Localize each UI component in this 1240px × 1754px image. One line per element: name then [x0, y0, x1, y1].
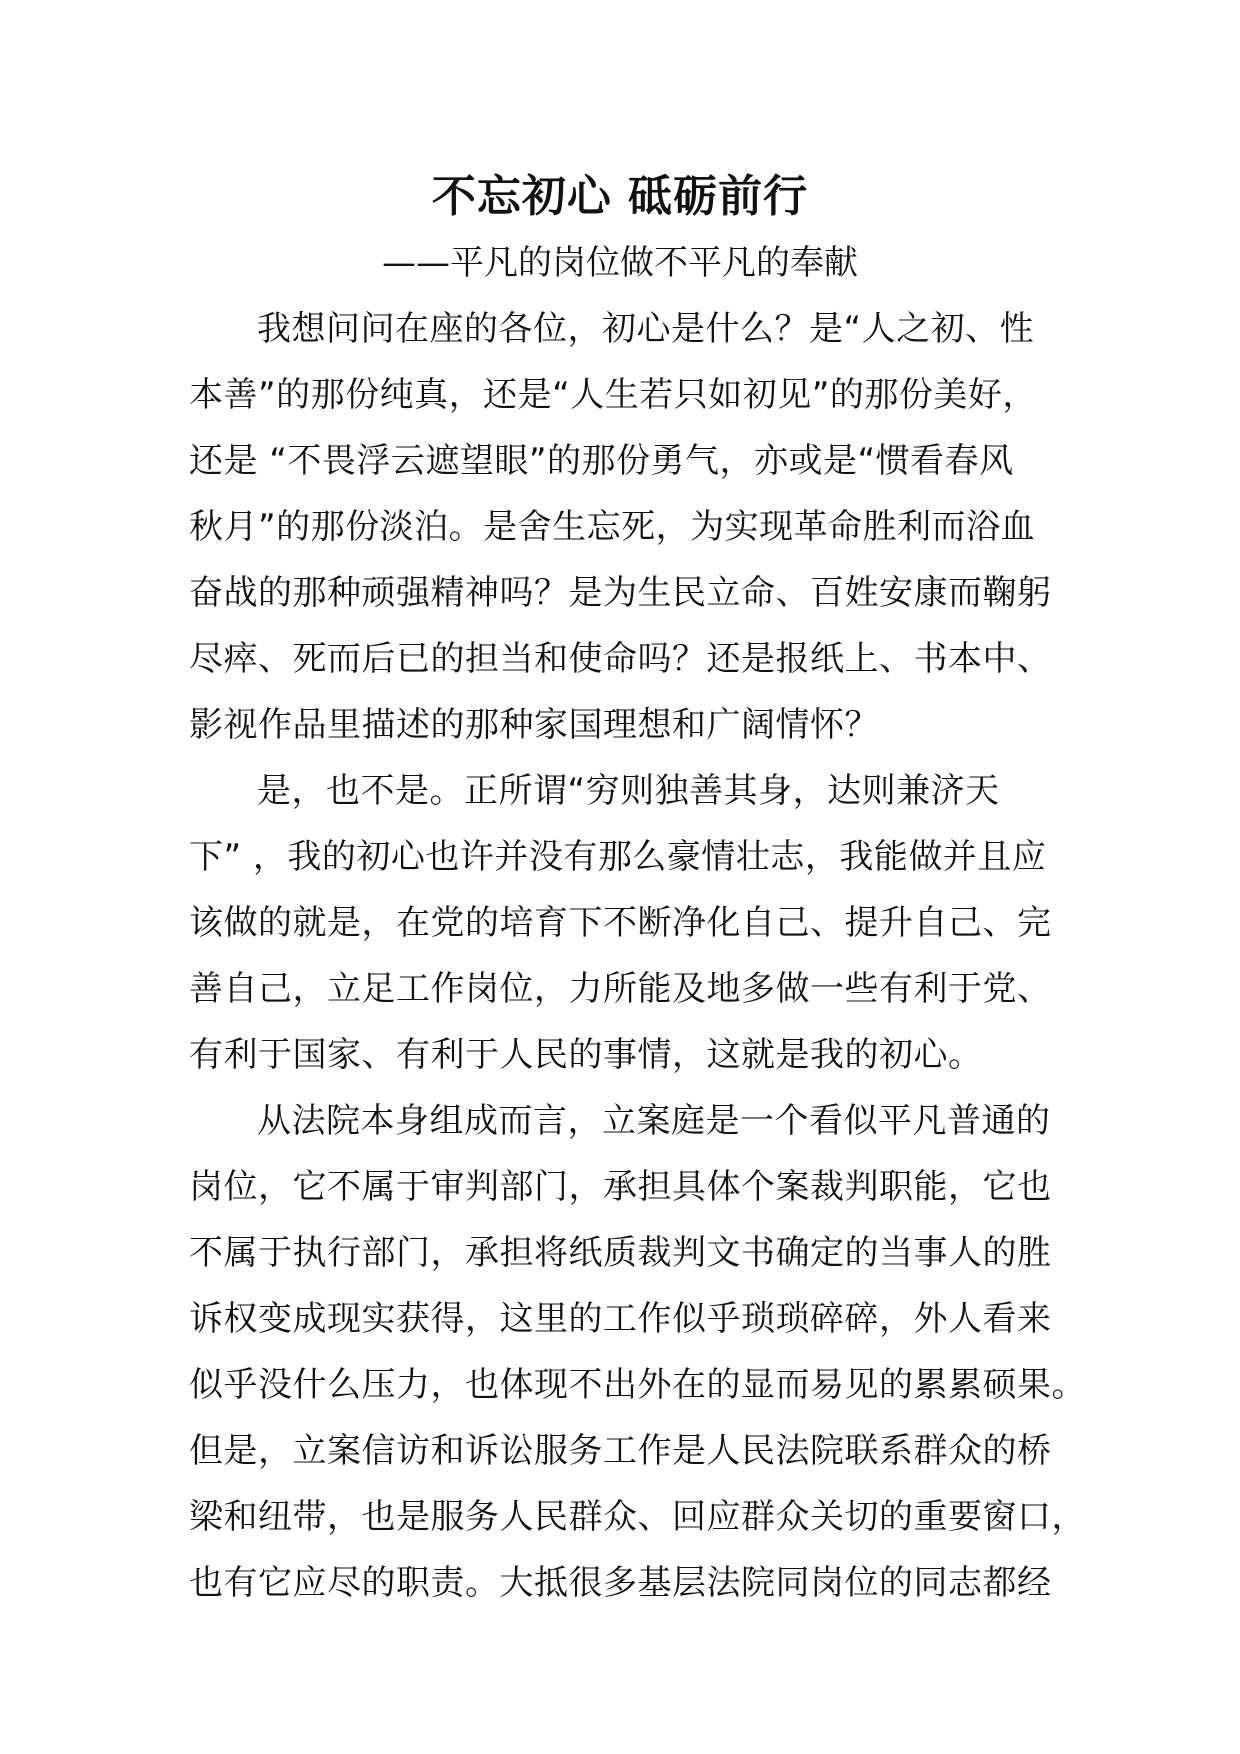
text-line: 诉权变成现实获得，这里的工作似乎琐琐碎碎，外人看来 [189, 1299, 1052, 1339]
document-title: 不忘初心 砥砺前行 [431, 171, 809, 222]
text-line: 岗位，它不属于审判部门，承担具体个案裁判职能，它也 [189, 1167, 1052, 1207]
text-line: 也有它应尽的职责。大抵很多基层法院同岗位的同志都经 [189, 1563, 1052, 1603]
text-line: 但是，立案信访和诉讼服务工作是人民法院联系群众的桥 [189, 1431, 1052, 1471]
document-subtitle: ——平凡的岗位做不平凡的奉献 [382, 243, 858, 283]
text-line: 还是 “不畏浮云遮望眼”的那份勇气，亦或是“惯看春风 [189, 441, 1014, 481]
text-line: 尽瘁、死而后已的担当和使命吗？还是报纸上、书本中、 [189, 639, 1052, 679]
text-line: 有利于国家、有利于人民的事情，这就是我的初心。 [189, 1035, 983, 1075]
text-line: 下” ，我的初心也许并没有那么豪情壮志，我能做并且应 [189, 837, 1047, 877]
text-line: 奋战的那种顽强精神吗？是为生民立命、百姓安康而鞠躬 [189, 573, 1052, 613]
text-line: 不属于执行部门，承担将纸质裁判文书确定的当事人的胜 [189, 1233, 1052, 1273]
text-line: 善自己，立足工作岗位，力所能及地多做一些有利于党、 [189, 969, 1052, 1009]
text-line: 影视作品里描述的那种家国理想和广阔情怀？ [189, 705, 879, 745]
text-line: 似乎没什么压力，也体现不出外在的显而易见的累累硕果。 [189, 1365, 1086, 1405]
text-line: 是，也不是。正所谓“穷则独善其身，达则兼济天 [257, 771, 1000, 811]
text-line: 从法院本身组成而言，立案庭是一个看似平凡普通的 [257, 1101, 1051, 1141]
text-line: 我想问问在座的各位，初心是什么？是“人之初、性 [257, 309, 1035, 349]
text-line: 秋月”的那份淡泊。是舍生忘死，为实现革命胜利而浴血 [189, 507, 1036, 547]
text-line: 本善”的那份纯真，还是“人生若只如初见”的那份美好， [189, 375, 1037, 415]
text-line: 该做的就是，在党的培育下不断净化自己、提升自己、完 [189, 903, 1052, 943]
document-body [189, 296, 1086, 1616]
text-line: 梁和纽带，也是服务人民群众、回应群众关切的重要窗口， [189, 1497, 1086, 1537]
